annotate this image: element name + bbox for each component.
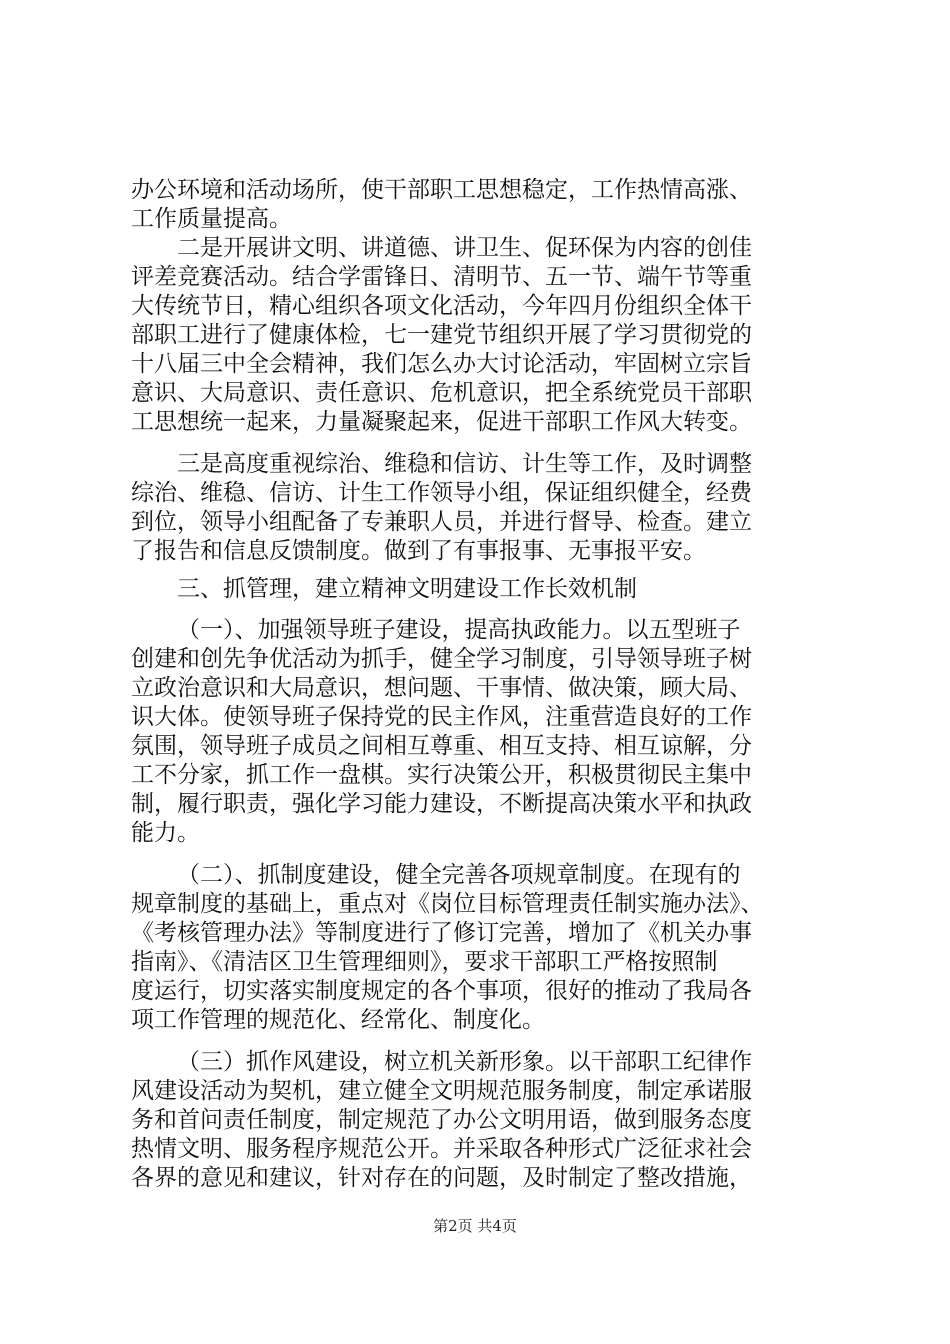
text-line: 制，履行职责，强化学习能力建设，不断提高决策水平和执政 xyxy=(131,791,752,817)
text-line: （一）、加强领导班子建设，提高执政能力。以五型班子 xyxy=(177,617,741,643)
text-line: 风建设活动为契机，建立健全文明规范服务制度，制定承诺服 xyxy=(131,1078,752,1104)
text-line: 识大体。使领导班子保持党的民主作风，注重营造良好的工作 xyxy=(131,704,752,730)
text-line: 度运行，切实落实制度规定的各个事项，很好的推动了我局各 xyxy=(131,978,752,1004)
text-line: 了报告和信息反馈制度。做到了有事报事、无事报平安。 xyxy=(131,538,706,564)
text-line: 立政治意识和大局意识，想问题、干事情、做决策，顾大局、 xyxy=(131,675,752,701)
text-line: 十八届三中全会精神，我们怎么办大讨论活动，牢固树立宗旨 xyxy=(131,351,752,377)
text-line: 到位，领导小组配备了专兼职人员，并进行督导、检查。建立 xyxy=(131,509,752,535)
text-line: 工思想统一起来，力量凝聚起来，促进干部职工作风大转变。 xyxy=(131,409,752,435)
text-line: 《考核管理办法》等制度进行了修订完善，增加了《机关办事 xyxy=(131,920,752,946)
text-line: 各界的意见和建议，针对存在的问题，及时制定了整改措施， xyxy=(131,1165,752,1191)
text-line: 综治、维稳、信访、计生工作领导小组，保证组织健全，经费 xyxy=(131,480,752,506)
text-line: 二是开展讲文明、讲道德、讲卫生、促环保为内容的创佳 xyxy=(177,235,752,261)
text-line: 创建和创先争优活动为抓手，健全学习制度，引导领导班子树 xyxy=(131,646,752,672)
text-line: 评差竞赛活动。结合学雷锋日、清明节、五一节、端午节等重 xyxy=(131,264,752,290)
text-line: 大传统节日，精心组织各项文化活动，今年四月份组织全体干 xyxy=(131,293,752,319)
text-line: 工不分家，抓工作一盘棋。实行决策公开，积极贯彻民主集中 xyxy=(131,762,752,788)
text-line: 三是高度重视综治、维稳和信访、计生等工作，及时调整 xyxy=(177,451,752,477)
text-line: 部职工进行了健康体检，七一建党节组织开展了学习贯彻党的 xyxy=(131,322,752,348)
section-heading: 三、抓管理，建立精神文明建设工作长效机制 xyxy=(177,576,637,602)
text-line: 意识、大局意识、责任意识、危机意识，把全系统党员干部职 xyxy=(131,380,752,406)
text-line: 规章制度的基础上，重点对《岗位目标管理责任制实施办法》、 xyxy=(131,891,764,917)
text-line: 指南》、《清洁区卫生管理细则》，要求干部职工严格按照制 xyxy=(131,949,718,975)
text-line: 氛围，领导班子成员之间相互尊重、相互支持、相互谅解，分 xyxy=(131,733,752,759)
text-line: 项工作管理的规范化、经常化、制度化。 xyxy=(131,1007,545,1033)
text-line: 办公环境和活动场所，使干部职工思想稳定，工作热情高涨、 xyxy=(131,177,752,203)
text-line: 能力。 xyxy=(131,820,200,846)
page-number: 第2页 共4页 xyxy=(433,1217,517,1235)
text-line: 工作质量提高。 xyxy=(131,206,292,232)
text-line: 热情文明、服务程序规范公开。并采取各种形式广泛征求社会 xyxy=(131,1136,752,1162)
text-line: 务和首问责任制度，制定规范了办公文明用语，做到服务态度 xyxy=(131,1107,752,1133)
text-line: （三）抓作风建设，树立机关新形象。以干部职工纪律作 xyxy=(177,1049,752,1075)
text-line: （二）、抓制度建设，健全完善各项规章制度。在现有的 xyxy=(177,862,741,888)
